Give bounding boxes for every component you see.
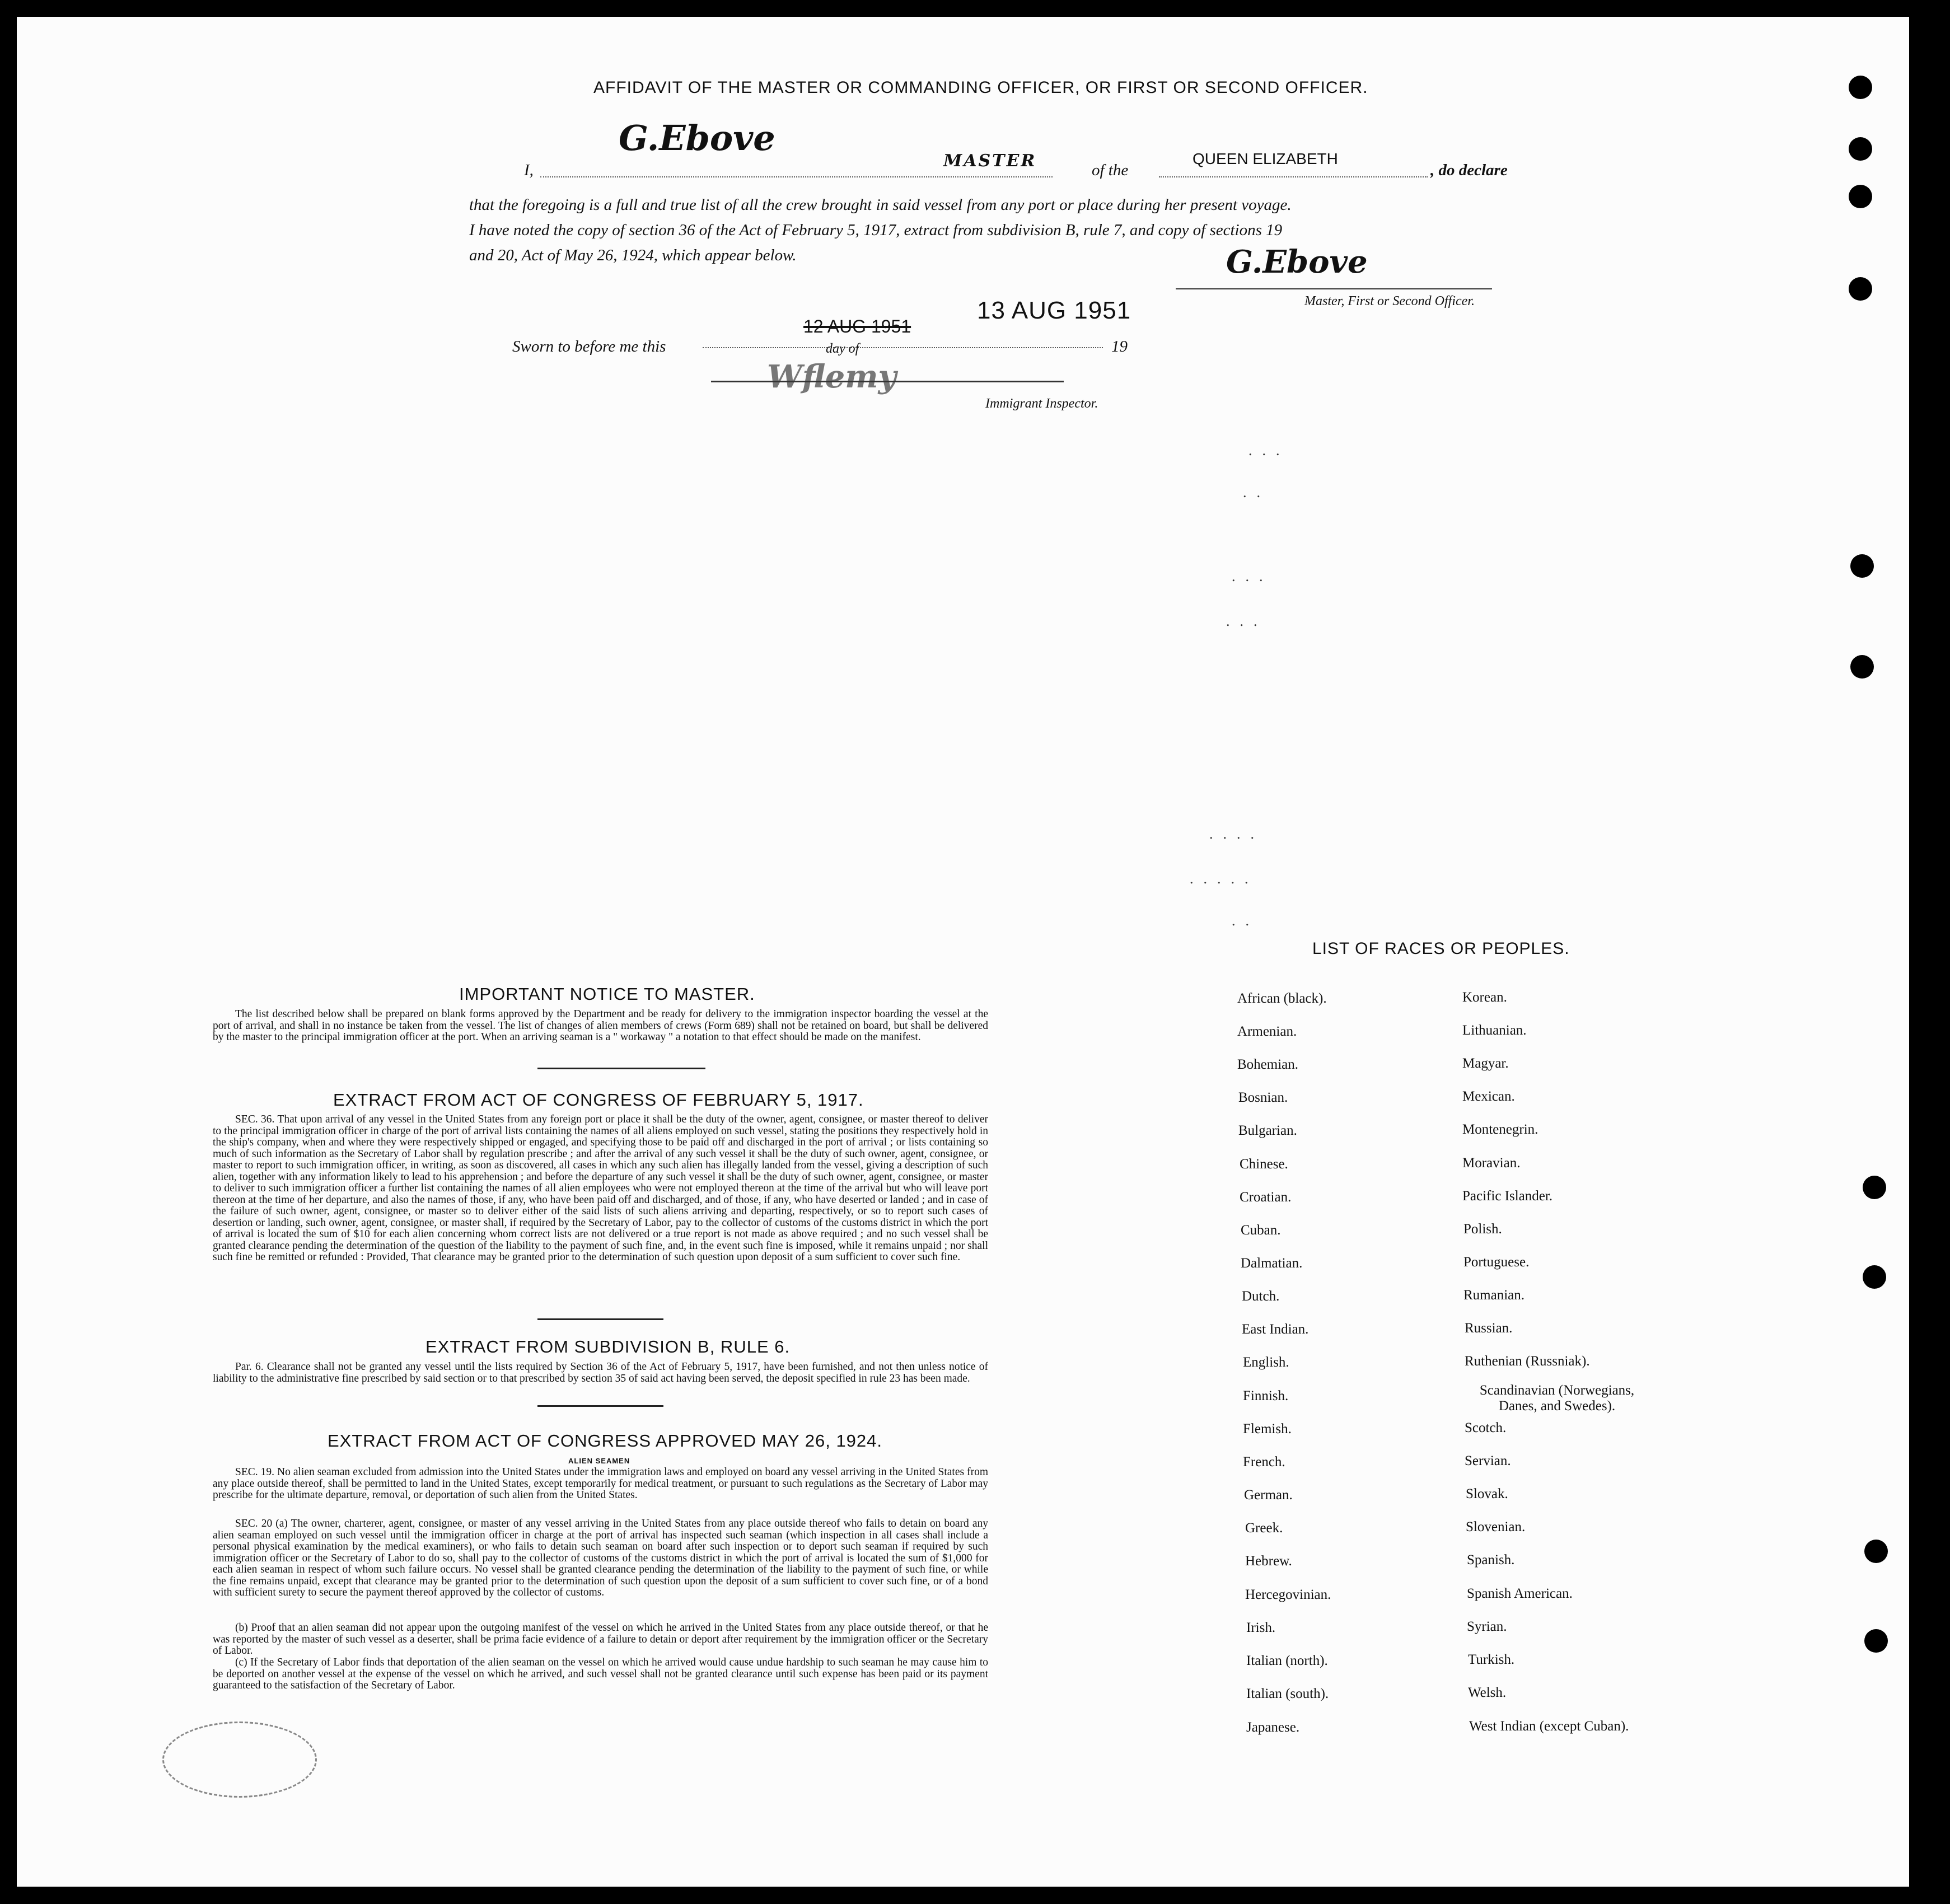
section-divider — [537, 1068, 705, 1069]
punch-hole — [1863, 1176, 1886, 1199]
name-line — [540, 176, 1053, 177]
extract-1924-sec20c: (c) If the Secretary of Labor finds that deportation of the alien seaman on the vessel on which he arrived would cause undue hardship to such seaman he may cause him to be deported on another vessel at the expense of the vessel on which he arrived, and such vessel shall not be granted clearance until such expense has been paid or its payment guaranteed to the satisfaction of the Secretary of Labor. — [213, 1657, 988, 1691]
date-stamp: 13 AUG 1951 — [977, 297, 1131, 324]
affidavit-line-4: and 20, Act of May 26, 1924, which appear below. — [469, 246, 797, 264]
race-item: Slovenian. — [1466, 1519, 1526, 1535]
race-item: Servian. — [1465, 1453, 1511, 1468]
race-item: Bulgarian. — [1238, 1123, 1297, 1138]
race-item: French. — [1243, 1454, 1285, 1470]
race-item: East Indian. — [1242, 1322, 1309, 1337]
race-item: Korean. — [1462, 990, 1507, 1005]
race-item: Hercegovinian. — [1245, 1587, 1331, 1602]
punch-hole — [1864, 1629, 1888, 1653]
struck-date: 12 AUG 1951 — [803, 316, 911, 336]
race-item: Hebrew. — [1245, 1554, 1292, 1569]
race-item: Polish. — [1463, 1222, 1502, 1237]
notice-title: IMPORTANT NOTICE TO MASTER. — [459, 984, 755, 1004]
race-item: Pacific Islander. — [1462, 1189, 1553, 1204]
affidavit-line-2: that the foregoing is a full and true list of all the crew brought in said vessel from any port or place during her present voyage. — [469, 196, 1292, 214]
extract-1917-title: EXTRACT FROM ACT OF CONGRESS OF FEBRUARY 5, 1917. — [333, 1090, 864, 1110]
section-divider — [537, 1405, 663, 1407]
race-item: Finnish. — [1243, 1388, 1289, 1404]
subdivision-body: Par. 6. Clearance shall not be granted any vessel until the lists required by Section 36 of the Act of February 5, 1917, have been furnished, and not then unless notice of liability to the administrative fine prescribed by said section or to that prescribed by section 35 of said act having been served, the deposit specified in rule 23 has been made. — [213, 1361, 988, 1384]
dot-leader: ... — [1248, 442, 1290, 459]
punch-hole — [1849, 277, 1872, 301]
dot-leader: ... — [1232, 568, 1273, 584]
master-signature: G.Ebove — [619, 118, 775, 158]
race-item: West Indian (except Cuban). — [1469, 1719, 1629, 1734]
race-item: Scotch. — [1465, 1420, 1507, 1435]
vessel-name: QUEEN ELIZABETH — [1193, 150, 1338, 167]
vessel-line — [1159, 176, 1428, 177]
inspector-caption: Immigrant Inspector. — [985, 396, 1098, 411]
race-item: Mexican. — [1462, 1089, 1515, 1104]
race-item: Ruthenian (Russniak). — [1465, 1354, 1590, 1369]
affidavit-title: AFFIDAVIT OF THE MASTER OR COMMANDING OFFICER, OR FIRST OR SECOND OFFICER. — [593, 78, 1368, 97]
race-item: Montenegrin. — [1462, 1122, 1539, 1137]
dot-leader: .. — [1243, 484, 1270, 500]
race-item: Russian. — [1465, 1321, 1513, 1336]
race-item: Dalmatian. — [1241, 1256, 1303, 1271]
race-item: Bosnian. — [1238, 1090, 1288, 1105]
race-item: Magyar. — [1462, 1056, 1509, 1071]
faded-stamp — [162, 1721, 317, 1798]
race-item: Moravian. — [1462, 1156, 1521, 1171]
dot-leader: ... — [1226, 613, 1268, 629]
i-label: I, — [524, 161, 534, 179]
section-divider — [537, 1318, 663, 1320]
extract-1924-sec20a: SEC. 20 (a) The owner, charterer, agent, consignee, or master of any vessel arriving in the United States from any place outside thereof who fails to detain on board any alien seaman employed on such vessel until the immigration officer in charge at the port of arrival has inspected such seaman (which inspection in all cases shall include a personal physical examination by the medical examiners), or who fails to detain such seaman on board after such inspection or to deport such seaman if required by such immigration officer or the Secretary of Labor to do so, shall pay to the collector of customs of the customs district in which the port of arrival is located the sum of $1,000 for each alien seaman in respect of whom such failure occurs. No vessel shall be granted clearance pending the determination of the liability to the payment of such fine, or while the fine remains unpaid, except that clearance may be granted prior to the determination of such question upon the deposit of a sum sufficient to cover such fine, or of a bond with sufficient surety to secure the payment thereof approved by the collector of customs. — [213, 1518, 988, 1598]
race-item: Rumanian. — [1463, 1288, 1525, 1303]
dot-leader: .... — [1209, 826, 1264, 842]
punch-hole — [1863, 1265, 1886, 1289]
extract-1917-body: SEC. 36. That upon arrival of any vessel in the United States from any foreign port or place it shall be the duty of the owner, agent, consignee, or master thereof to deliver to the principal immigration officer in charge of the port of arrival lists containing the names of all aliens employed on such vessel, stating the positions they respectively hold in the ship's company, when and where they were respectively shipped or engaged, and specifying those to be paid off and discharged in the port of arrival ; or lists containing so much of such information as the Secretary of Labor shall by regulation prescribe ; and after the arrival of any such vessel it shall be the duty of such owner, agent, consignee, or master to report to such immigration officer, in writing, as soon as discovered, all cases in which any such alien has illegally landed from the vessel, giving a description of such alien, together with any information likely to lead to his apprehension ; and before the departure of any such vessel it shall be the duty of such owner, agent, consignee, or master to deliver to such immigration officer a further list containing the names of all alien employees who were not employed thereon at the time of the arrival but who will leave port thereon at the time of her departure, and also the names of those, if any, who have been paid off and discharged, and of those, if any, who have deserted or landed ; and in case of the failure of such owner, agent, consignee, or master so to deliver either of the said lists of such aliens arriving and departing, respectively, or so to report such cases of desertion or landing, such owner, agent, consignee, or master shall, if required by the Secretary of Labor, pay to the collector of customs of the customs district in which the port of arrival is located the sum of $10 for each alien concerning whom correct lists are not delivered or a true report is not made as above required ; and no such vessel shall be granted clearance pending the determination of the question of the liability to the payment of such fine, and, in the event such fine is imposed, while it remains unpaid ; nor shall such fine be remitted or refunded : Provided, That clearance may be granted prior to the determination of such question upon deposit of a sum sufficient to cover such fine. — [213, 1114, 988, 1263]
dot-leader: ..... — [1190, 871, 1259, 887]
race-item: Lithuanian. — [1462, 1023, 1527, 1038]
race-item: German. — [1244, 1487, 1293, 1503]
races-title: LIST OF RACES OR PEOPLES. — [1312, 939, 1570, 958]
extract-1924-title: EXTRACT FROM ACT OF CONGRESS APPROVED MAY 26, 1924. — [328, 1431, 883, 1451]
punch-hole — [1864, 1540, 1888, 1563]
of-label: of the — [1092, 161, 1129, 179]
race-item: Spanish. — [1467, 1552, 1515, 1568]
extract-1924-subtitle: ALIEN SEAMEN — [568, 1457, 630, 1465]
race-item: African (black). — [1237, 991, 1327, 1006]
declare-label: , do declare — [1430, 161, 1508, 179]
notice-body: The list described below shall be prepared on blank forms approved by the Department and be ready for delivery to the immigration inspector boarding the vessel at the port of arrival, and shall in no instance be taken from the vessel. The list of changes of alien members of crews (Form 689) shall not be retained on board, but shall be delivered by the master to the principal immigration officer at the port. When an arriving seaman is a " workaway " a notation to that effect should be made on the manifest. — [213, 1008, 988, 1043]
race-item: Syrian. — [1467, 1619, 1507, 1634]
race-item: Dutch. — [1242, 1289, 1280, 1304]
race-item: English. — [1243, 1355, 1289, 1370]
sworn-label: Sworn to before me this — [512, 338, 666, 355]
race-item: Welsh. — [1468, 1685, 1507, 1700]
punch-hole — [1850, 554, 1874, 578]
extract-1924-sec19: SEC. 19. No alien seaman excluded from admission into the United States under the immigration laws and employed on board any vessel arriving in the United States from any place outside thereof, shall be permitted to land in the United States, except temporarily for medical treatment, or pursuant to such regulations as the Secretary of Labor may prescribe for the ultimate departure, removal, or deportation of such alien from the United States. — [213, 1466, 988, 1501]
race-item: Spanish American. — [1467, 1586, 1573, 1601]
punch-hole — [1849, 76, 1872, 99]
year-label: 19 — [1111, 338, 1128, 355]
race-item: Chinese. — [1240, 1157, 1288, 1172]
race-item: Flemish. — [1243, 1421, 1292, 1437]
race-item: Greek. — [1245, 1521, 1283, 1536]
signature-line — [1176, 288, 1492, 289]
subdivision-title: EXTRACT FROM SUBDIVISION B, RULE 6. — [425, 1337, 791, 1356]
affidavit-line-3: I have noted the copy of section 36 of the Act of February 5, 1917, extract from subdivision B, rule 7, and copy of sections 19 — [469, 221, 1283, 239]
race-item: Turkish. — [1468, 1652, 1515, 1667]
race-item: Irish. — [1246, 1620, 1276, 1635]
race-item: Armenian. — [1237, 1024, 1297, 1039]
sworn-line — [703, 347, 1103, 348]
race-item: Scandinavian (Norwegians, Danes, and Swedes). — [1479, 1383, 1635, 1414]
race-item: Italian (south). — [1246, 1686, 1329, 1701]
race-item: Japanese. — [1246, 1720, 1300, 1735]
race-item: Cuban. — [1241, 1223, 1281, 1238]
race-item: Portuguese. — [1463, 1255, 1530, 1270]
race-item: Bohemian. — [1237, 1057, 1299, 1072]
master-signature-2: G.Ebove — [1226, 244, 1368, 280]
dot-leader: .. — [1232, 913, 1259, 929]
document-sheet — [17, 17, 1909, 1887]
punch-hole — [1849, 137, 1872, 161]
race-item: Croatian. — [1240, 1190, 1292, 1205]
inspector-line — [711, 381, 1064, 382]
punch-hole — [1850, 655, 1874, 679]
signature-caption: Master, First or Second Officer. — [1304, 294, 1475, 308]
extract-1924-sec20b: (b) Proof that an alien seaman did not appear upon the outgoing manifest of the vessel on which he arrived in the United States from any place outside thereof, or that he was reported by the master of such vessel as a deserter, shall be prima facie evidence of a failure to detain or deport after requirement by the immigration officer or the Secretary of Labor. — [213, 1622, 988, 1657]
race-item: Italian (north). — [1246, 1653, 1328, 1668]
day-of-label: day of — [826, 341, 859, 356]
punch-hole — [1849, 185, 1872, 208]
inspector-signature: Wflemy — [767, 358, 897, 395]
rank-handwritten: MASTER — [943, 151, 1037, 171]
race-item: Slovak. — [1466, 1486, 1508, 1501]
